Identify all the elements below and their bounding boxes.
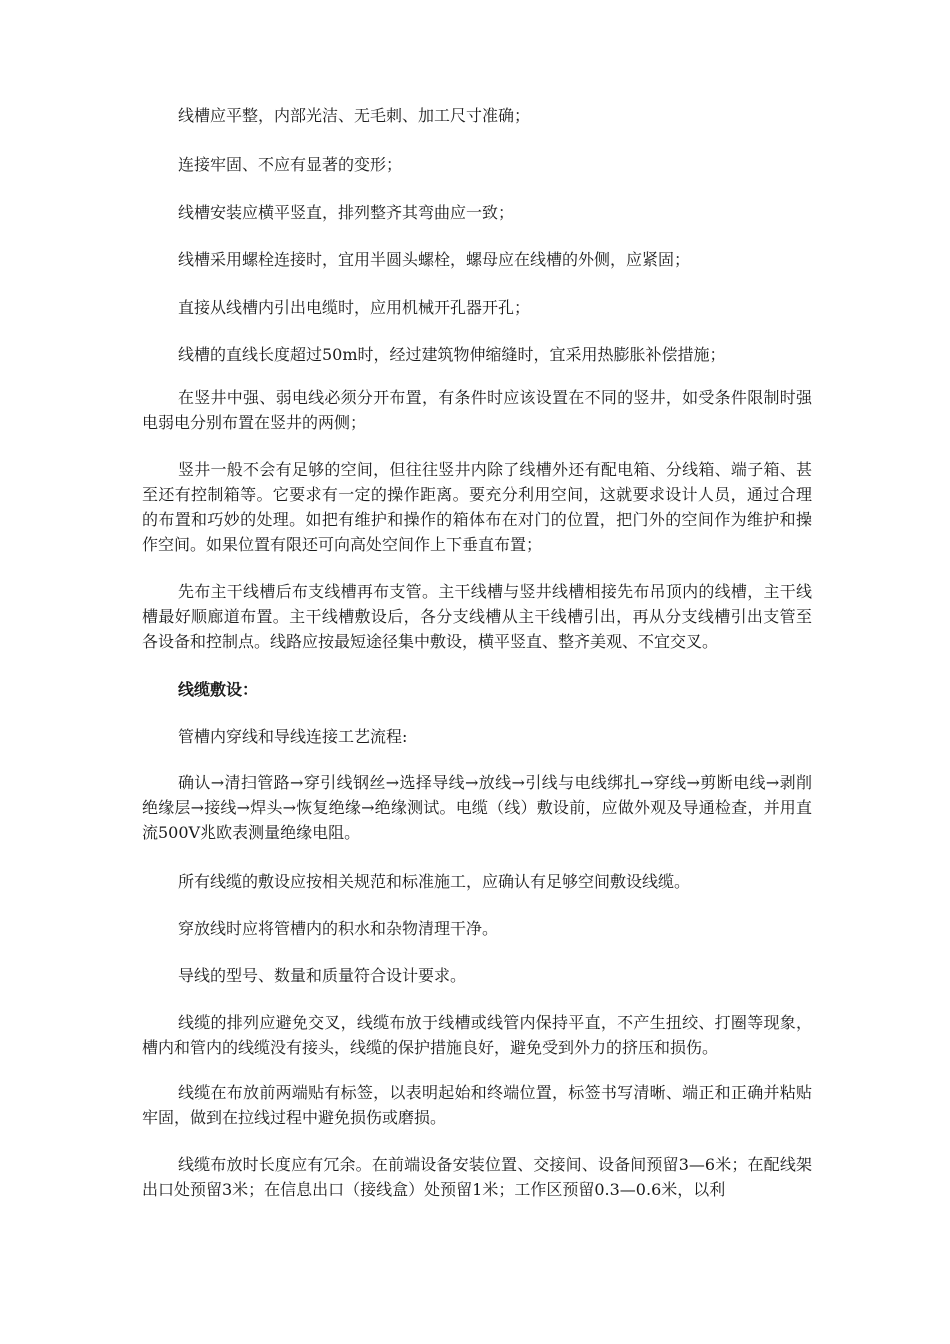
paragraph-cable-slack: 线缆布放时长度应有冗余。在前端设备安装位置、交接间、设备间预留3—6米；在配线架出口处预留3米；在信息出口（接线盒）处预留1米；工作区预留0.3—0.6米，以利: [142, 1155, 812, 1199]
paragraph-cable-outlet: 直接从线槽内引出电缆时，应用机械开孔器开孔；: [178, 298, 531, 317]
paragraph-bolt-connection: 线槽采用螺栓连接时，宜用半圆头螺栓，螺母应在线槽的外侧，应紧固；: [178, 250, 691, 269]
paragraph-process-flow: 确认→清扫管路→穿引线钢丝→选择导线→放线→引线与电线绑扎→穿线→剪断电线→剥削绝缘层→接线→焊头→恢复绝缘→绝缘测试。电缆（线）敷设前，应做外观及导通检查，并用直流500V兆欧表测量绝缘电阻。: [142, 773, 812, 842]
paragraph-cable-labels: 线缆在布放前两端贴有标签，以表明起始和终端位置，标签书写清晰、端正和正确并粘贴牢固，做到在拉线过程中避免损伤或磨损。: [142, 1083, 812, 1127]
section-heading-cable-laying: 线缆敷设：: [178, 680, 259, 699]
paragraph-cable-arrangement: 线缆的排列应避免交叉，线缆布放于线槽或线管内保持平直，不产生扭绞、打圈等现象，槽内和管内的线缆没有接头，线缆的保护措施良好，避免受到外力的挤压和损伤。: [142, 1013, 812, 1057]
paragraph-shaft-separation: 在竖井中强、弱电线必须分开布置，有条件时应该设置在不同的竖井，如受条件限制时强电弱电分别布置在竖井的两侧；: [142, 388, 812, 432]
paragraph-trunking-flatness: 线槽应平整，内部光洁、无毛刺、加工尺寸准确；: [178, 106, 531, 125]
paragraph-installation-level: 线槽安装应横平竖直，排列整齐其弯曲应一致；: [178, 203, 515, 222]
paragraph-process-title: 管槽内穿线和导线连接工艺流程:: [178, 727, 408, 746]
paragraph-connection-firm: 连接牢固、不应有显著的变形；: [178, 155, 403, 174]
paragraph-standards: 所有线缆的敷设应按相关规范和标准施工，应确认有足够空间敷设线缆。: [178, 872, 691, 891]
paragraph-wire-spec: 导线的型号、数量和质量符合设计要求。: [178, 966, 467, 985]
paragraph-shaft-space: 竖井一般不会有足够的空间，但往往竖井内除了线槽外还有配电箱、分线箱、端子箱、甚至还有控制箱等。它要求有一定的操作距离。要充分利用空间，这就要求设计人员，通过合理的布置和巧妙的处理。如把有维护和操作的箱体布在对门的位置，把门外的空间作为维护和操作空间。如果位置有限还可向高处空间作上下垂直布置；: [142, 460, 812, 554]
paragraph-trunk-layout: 先布主干线槽后布支线槽再布支管。主干线槽与竖井线槽相接先布吊顶内的线槽，主干线槽最好顺廊道布置。主干线槽敷设后，各分支线槽从主干线槽引出，再从分支线槽引出支管至各设备和控制点。线路应按最短途径集中敷设，横平竖直、整齐美观、不宜交叉。: [142, 582, 812, 651]
paragraph-cleaning: 穿放线时应将管槽内的积水和杂物清理干净。: [178, 919, 499, 938]
paragraph-expansion-compensation: 线槽的直线长度超过50m时，经过建筑物伸缩缝时，宜采用热膨胀补偿措施；: [178, 345, 726, 364]
